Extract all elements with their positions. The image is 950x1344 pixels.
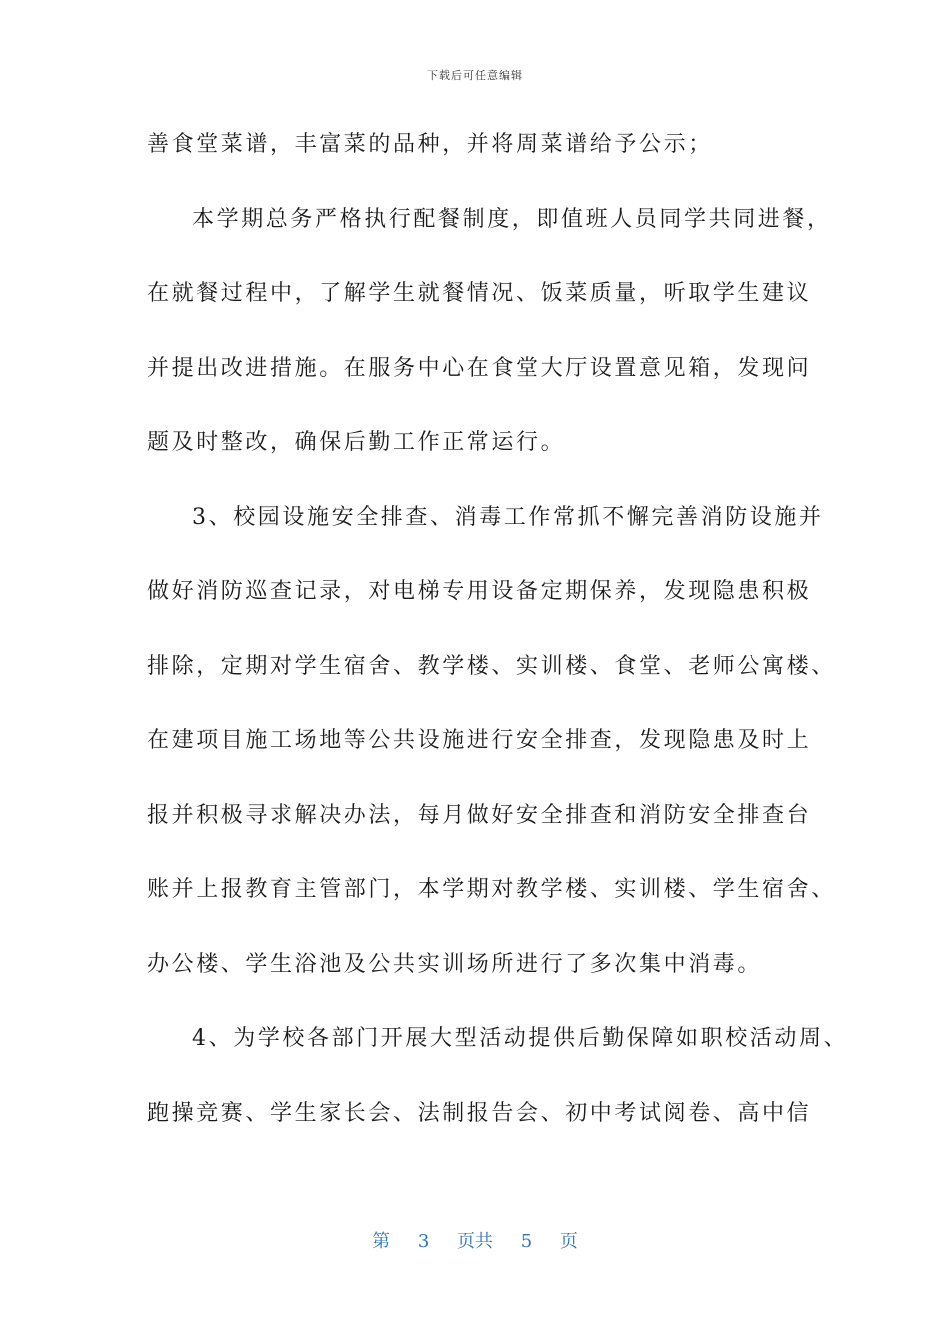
body-line-8: 排除，定期对学生宿舍、教学楼、实训楼、食堂、老师公寓楼、 [147, 654, 836, 679]
page-header: 下载后可任意编辑 [427, 69, 523, 82]
body-line-4: 并提出改进措施。在服务中心在食堂大厅设置意见箱，发现问 [147, 356, 812, 381]
body-line-12: 办公楼、学生浴池及公共实训场所进行了多次集中消毒。 [147, 952, 763, 977]
body-line-2: 本学期总务严格执行配餐制度，即值班人员同学共同进餐， [192, 207, 832, 232]
body-line-14: 跑操竞赛、学生家长会、法制报告会、初中考试阅卷、高中信 [147, 1101, 812, 1126]
page-number-prefix: 第 [372, 1231, 391, 1252]
body-line-13: 4、为学校各部门开展大型活动提供后勤保障如职校活动周、 [192, 1026, 849, 1051]
page-number-middle: 页共 [457, 1231, 493, 1252]
body-line-3: 在就餐过程中，了解学生就餐情况、饭菜质量，听取学生建议 [147, 281, 812, 306]
page-footer [0, 1227, 950, 1253]
body-line-7: 做好消防巡查记录，对电梯专用设备定期保养，发现隐患积极 [147, 579, 812, 604]
body-line-5: 题及时整改，确保后勤工作正常运行。 [147, 430, 566, 455]
body-line-6: 3、校园设施安全排查、消毒工作常抓不懈完善消防设施并 [192, 505, 824, 530]
page-number-total: 5 [520, 1231, 533, 1252]
body-line-11: 账并上报教育主管部门，本学期对教学楼、实训楼、学生宿舍、 [147, 877, 836, 902]
body-line-9: 在建项目施工场地等公共设施进行安全排查，发现隐患及时上 [147, 728, 812, 753]
body-line-10: 报并积极寻求解决办法，每月做好安全排查和消防安全排查台 [147, 803, 812, 828]
page-number-suffix: 页 [559, 1231, 578, 1252]
page-number-current: 3 [417, 1231, 430, 1252]
body-line-1: 善食堂菜谱，丰富菜的品种，并将周菜谱给予公示； [147, 132, 713, 157]
